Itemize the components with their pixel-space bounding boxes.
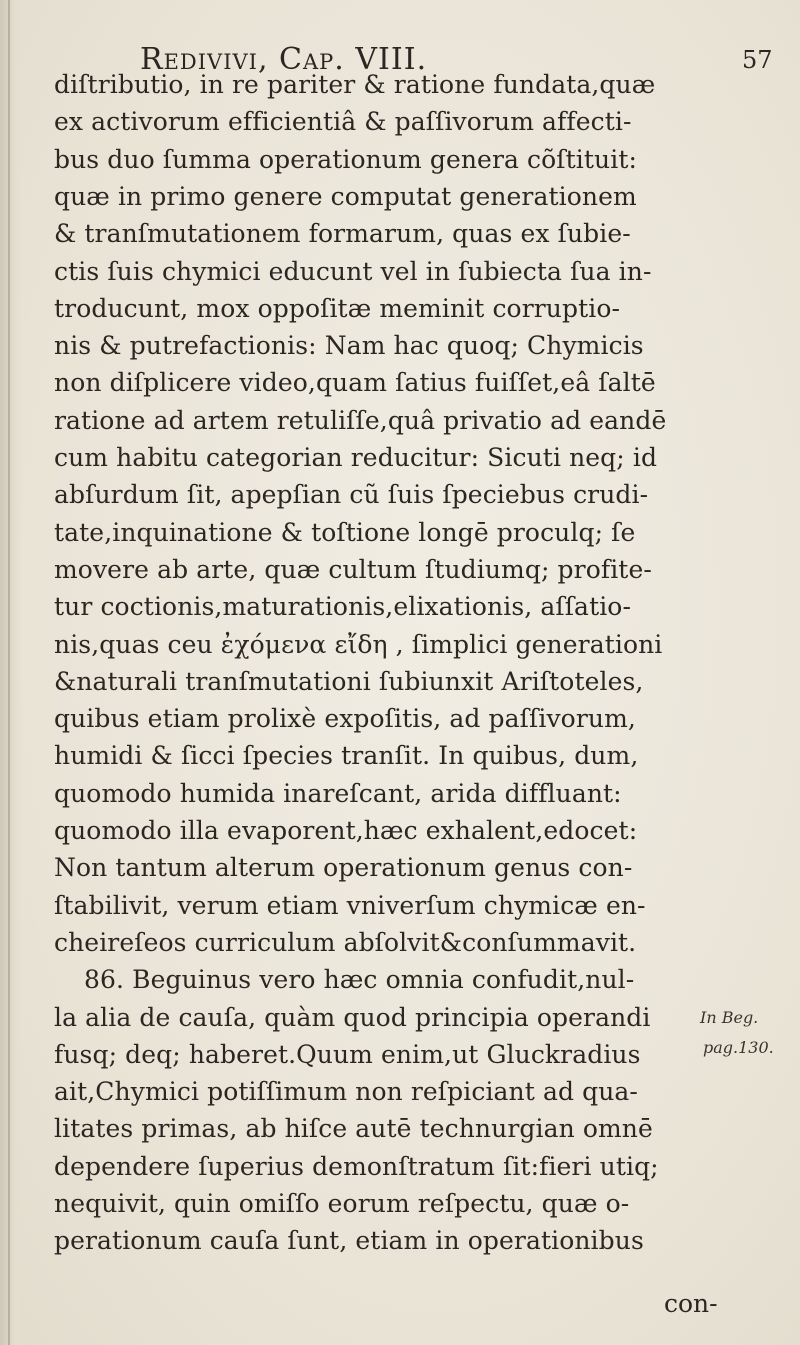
text-line: quomodo humida inareſcant, arida diffluant: [54,778,622,808]
text-line: Non tantum alterum operationum genus con- [54,853,633,883]
text-line: bus duo ſumma operationum genera cõſtituit: [54,144,638,174]
text-line: &naturali tranſmutationi ſubiunxit Ariſtoteles, [54,666,644,696]
text-line: cheireſeos curriculum abſolvit&conſummavit. [54,927,637,957]
text-line: cum habitu categorian reducitur: Sicuti neq; id [54,443,658,472]
text-line: ex activorum efficientiâ & paſſivorum affecti- [54,107,632,137]
text-line: ait,Chymici potiſſimum non reſpiciant ad qua- [54,1077,638,1107]
text-line: quibus etiam prolixè expoſitis, ad paſſivorum, [54,704,636,734]
text-line: & tranſmutationem formarum, quas ex ſubie- [54,219,631,249]
text-line: troducunt, mox oppoſitæ meminit corruptio- [54,293,621,323]
text-line: tate,inquinatione & toſtione longē proculq; ſe [54,517,636,547]
text-line: diſtributio, in re pariter & ratione fundata,quæ [54,70,656,99]
text-line: dependere ſuperius demonſtratum ſit:fieri utiq; [54,1151,659,1181]
text-line: humidi & ſicci ſpecies tranſit. In quibus, dum, [54,741,639,771]
margin-note-page: pag.130. [703,1038,774,1057]
text-line: perationum cauſa ſunt, etiam in operationibus [54,1226,644,1256]
text-line: abſurdum ſit, apepſian cũ ſuis ſpeciebus crudi- [54,480,649,510]
text-line: quomodo illa evaporent,hæc exhalent,edocet: [54,816,638,845]
catchword: con- [664,1289,718,1318]
text-line: tur coctionis,maturationis,elixationis, aſſatio- [54,592,632,622]
page-number: 57 [742,46,773,74]
text-line: la alia de cauſa, quàm quod principia operandi [54,1002,651,1032]
text-line: fusq; deq; haberet.Quum enim,ut Gluckradius [54,1039,641,1069]
text-line: nequivit, quin omiſſo eorum reſpectu, quæ o- [54,1189,630,1218]
text-line: 86. Beguinus vero hæc omnia confudit,nul- [84,965,635,995]
text-line: ratione ad artem retuliſſe,quâ privatio ad eandē [54,405,667,435]
text-line: quæ in primo genere computat generationem [54,181,637,211]
text-line: litates primas, ab hiſce autē technurgian omnē [54,1114,653,1144]
margin-note-reference: In Beg. [700,1008,759,1027]
text-line: ctis ſuis chymici educunt vel in ſubiecta ſua in- [54,256,652,286]
binding-line [8,0,10,1345]
text-line: ſtabilivit, verum etiam vniverſum chymicæ en- [54,890,646,920]
text-line: nis & putrefactionis: Nam hac quoq; Chymicis [54,331,644,361]
text-line: movere ab arte, quæ cultum ſtudiumq; profite- [54,554,652,584]
text-line: non diſplicere video,quam ſatius fuiſſet,eâ ſaltē [54,368,656,398]
page-gutter [0,0,22,1345]
text-line: nis,quas ceu ἐχόμενα εἴδη , ſimplici generationi [54,629,663,659]
running-title: Redivivi, Cap. VIII. [140,42,428,77]
